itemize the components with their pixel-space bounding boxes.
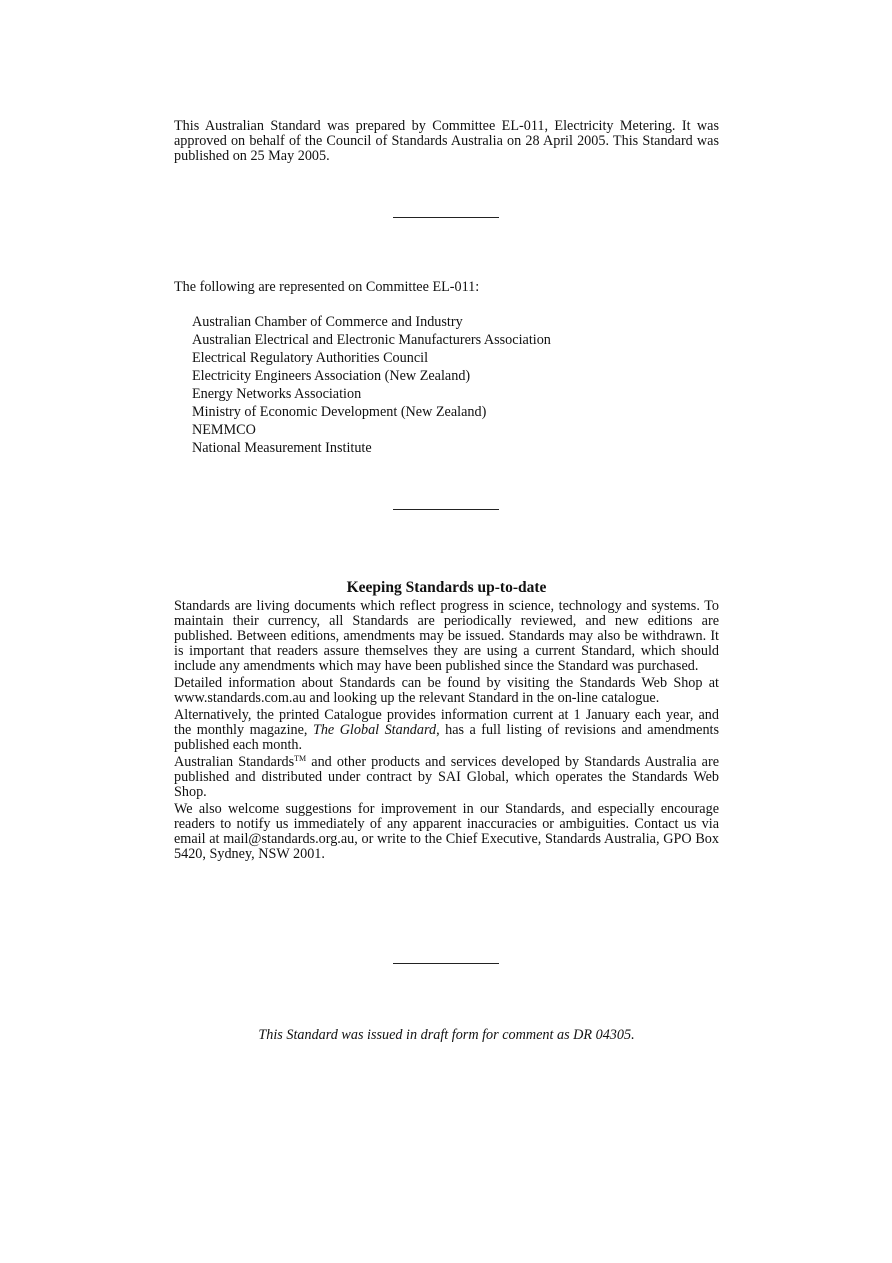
committee-member: Electricity Engineers Association (New Zealand) xyxy=(192,368,471,384)
keeping-up-to-date-body xyxy=(174,599,719,864)
paragraph-distribution xyxy=(174,755,719,800)
section-divider-2 xyxy=(393,509,499,510)
draft-note: This Standard was issued in draft form for comment as DR 04305. xyxy=(258,1027,635,1043)
trademark-mark: TM xyxy=(294,754,307,763)
section-divider-1 xyxy=(393,217,499,218)
committee-member-list xyxy=(192,313,551,457)
paragraph-catalogue xyxy=(174,708,719,753)
paragraph-currency: Standards are living documents which reflect progress in science, technology and systems. To maintain their currency, all Standards are periodically reviewed, and new editions are published. Between editions, amendments may be issued. Standards may also be withdrawn. It is important that readers assure themselves they are using a current Standard, which should include any amendments which may have been published since the Standard was purchased. xyxy=(174,598,719,674)
committee-member: Energy Networks Association xyxy=(192,386,362,402)
magazine-title: The Global Standard xyxy=(312,722,437,738)
section-divider-3 xyxy=(393,963,499,964)
committee-member: NEMMCO xyxy=(192,422,256,438)
committee-member: Ministry of Economic Development (New Zealand) xyxy=(192,404,487,420)
catalogue-text-before: Alternatively, the printed Catalogue provides information current at 1 January each year, and the monthly magazine, xyxy=(174,707,719,738)
committee-intro: The following are represented on Committee EL-011: xyxy=(174,279,480,295)
preparation-statement: This Australian Standard was prepared by Committee EL-011, Electricity Metering. It was approved on behalf of the Council of Standards Australia on 28 April 2005. This Standard was published on 25 May 2005. xyxy=(174,118,719,164)
committee-member: National Measurement Institute xyxy=(192,440,372,456)
distribution-text: and other products and services developed by Standards Australia are published and distributed under contract by SAI Global, which operates the Standards Web Shop. xyxy=(174,754,719,800)
committee-member: Electrical Regulatory Authorities Council xyxy=(192,350,429,366)
catalogue-text-after: , has a full listing of revisions and amendments published each month. xyxy=(174,722,719,753)
paragraph-suggestions: We also welcome suggestions for improvement in our Standards, and especially encourage readers to notify us immediately of any apparent inaccuracies or ambiguities. Contact us via email at mail@standards.org.au, or write to the Chief Executive, Standards Australia, GPO Box 5420, Sydney, NSW 2001. xyxy=(174,801,719,862)
brand-name: Australian Standards xyxy=(174,754,295,770)
committee-member: Australian Chamber of Commerce and Industry xyxy=(192,314,463,330)
committee-member: Australian Electrical and Electronic Manufacturers Association xyxy=(192,332,551,348)
paragraph-web-shop: Detailed information about Standards can be found by visiting the Standards Web Shop at www.standards.com.au and looking up the relevant Standard in the on-line catalogue. xyxy=(174,675,719,706)
section-heading: Keeping Standards up-to-date xyxy=(346,579,547,596)
